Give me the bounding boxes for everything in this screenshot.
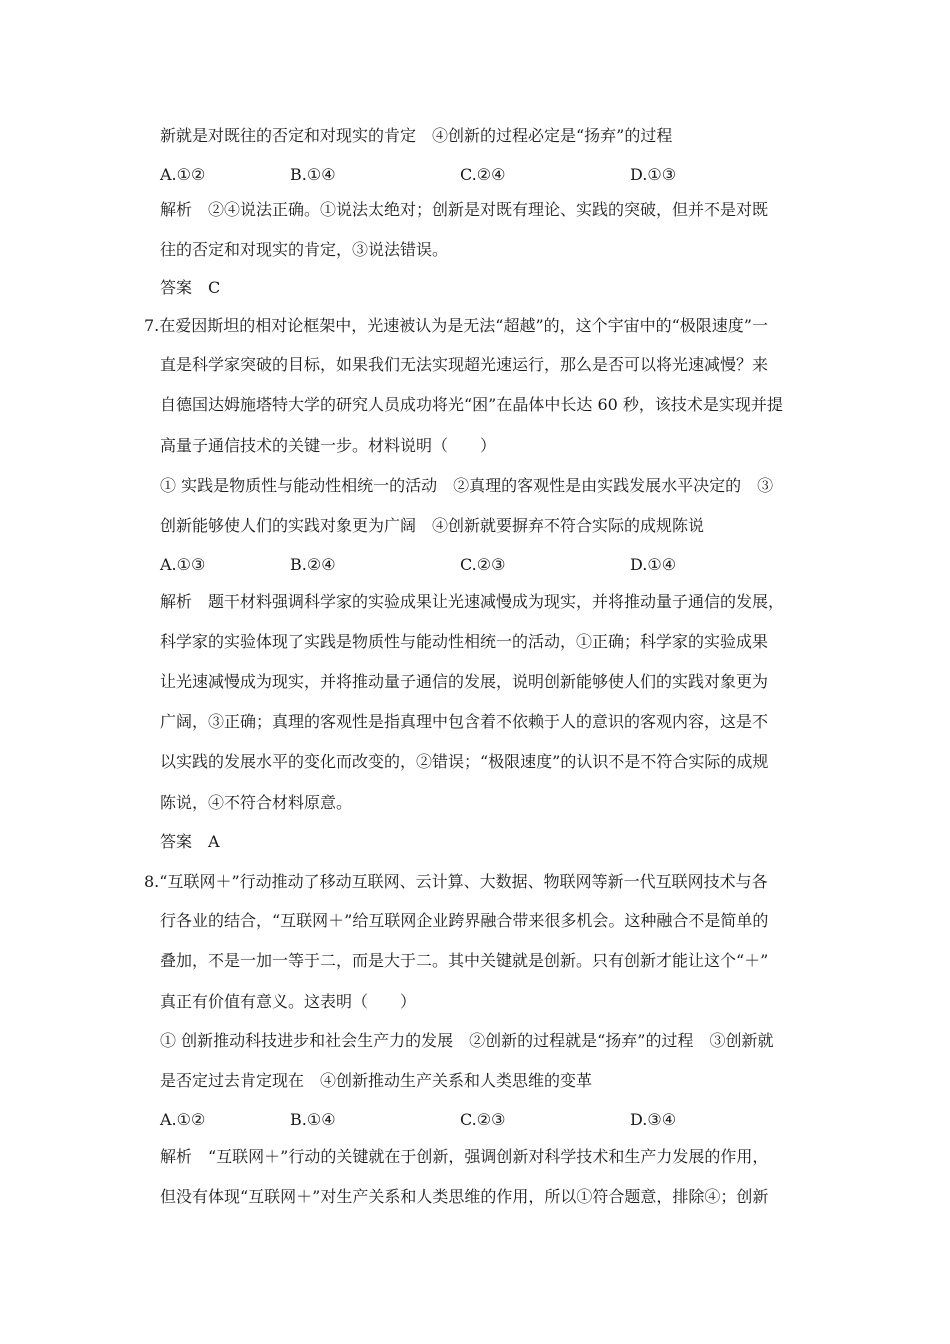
q8-option-d: D.③④ (630, 1110, 677, 1129)
q8-statement-line-2: 是否定过去肯定现在 ④创新推动生产关系和人类思维的变革 (160, 1071, 593, 1090)
q6-option-a: A.①② (160, 165, 206, 184)
q7-analysis-line-5: 以实践的发展水平的变化而改变的，②错误；“极限速度”的认识不是不符合实际的成规 (160, 752, 769, 771)
q7-analysis-line-6: 陈说，④不符合材料原意。 (160, 793, 353, 812)
q8-stem-line-3: 叠加，不是一加一等于二，而是大于二。其中关键就是创新。只有创新才能让这个“＋” (160, 951, 769, 970)
q7-statement-line-2: 创新能够使人们的实践对象更为广阔 ④创新就要摒弃不符合实际的成规陈说 (160, 516, 705, 535)
q8-option-c: C.②③ (460, 1110, 506, 1129)
q7-stem-line-3: 自德国达姆施塔特大学的研究人员成功将光“困”在晶体中长达 60 秒，该技术是实现并提 (160, 395, 783, 414)
q7-answer: 答案 A (160, 832, 220, 851)
q8-stem-line-1: 8.“互联网＋”行动推动了移动互联网、云计算、大数据、物联网等新一代互联网技术与各 (144, 872, 768, 891)
q7-option-c: C.②③ (460, 555, 506, 574)
q6-option-b: B.①④ (290, 165, 336, 184)
q7-analysis-line-3: 让光速减慢成为现实，并将推动量子通信的发展，说明创新能够使人们的实践对象更为 (160, 672, 769, 691)
q7-stem-line-4: 高量子通信技术的关键一步。材料说明（ ） (160, 436, 497, 455)
q8-stem-line-4: 真正有价值有意义。这表明（ ） (160, 992, 417, 1011)
q8-statement-line-1: ① 创新推动科技进步和社会生产力的发展 ②创新的过程就是“扬弃”的过程 ③创新就 (160, 1031, 774, 1050)
q8-stem-line-2: 行各业的结合，“互联网＋”给互联网企业跨界融合带来很多机会。这种融合不是简单的 (160, 911, 769, 930)
q6-option-c: C.②④ (460, 165, 506, 184)
q7-option-a: A.①③ (160, 555, 206, 574)
q6-option-d: D.①③ (630, 165, 677, 184)
q7-stem-line-1: 7.在爱因斯坦的相对论框架中，光速被认为是无法“超越”的，这个宇宙中的“极限速度”一 (144, 316, 768, 335)
q7-option-d: D.①④ (630, 555, 677, 574)
q7-stem-line-2: 直是科学家突破的目标，如果我们无法实现超光速运行，那么是否可以将光速减慢？来 (160, 355, 769, 374)
q7-option-b: B.②④ (290, 555, 336, 574)
q8-analysis-line-1: 解析 “互联网＋”行动的关键就在于创新，强调创新对科学技术和生产力发展的作用， (160, 1147, 769, 1166)
q7-analysis-line-4: 广阔，③正确；真理的客观性是指真理中包含着不依赖于人的意识的客观内容，这是不 (160, 712, 769, 731)
q7-statement-line-1: ① 实践是物质性与能动性相统一的活动 ②真理的客观性是由实践发展水平决定的 ③ (160, 476, 774, 495)
q8-analysis-line-2: 但没有体现“互联网＋”对生产关系和人类思维的作用，所以①符合题意，排除④；创新 (160, 1187, 769, 1206)
q6-continuation-line: 新就是对既往的否定和对现实的肯定 ④创新的过程必定是“扬弃”的过程 (160, 126, 673, 145)
q6-analysis-line-1: 解析 ②④说法正确。①说法太绝对；创新是对既有理论、实践的突破，但并不是对既 (160, 200, 769, 219)
q8-option-b: B.①④ (290, 1110, 336, 1129)
q7-analysis-line-2: 科学家的实验体现了实践是物质性与能动性相统一的活动，①正确；科学家的实验成果 (160, 632, 769, 651)
q6-answer: 答案 C (160, 278, 221, 297)
q7-analysis-line-1: 解析 题干材料强调科学家的实验成果让光速减慢成为现实，并将推动量子通信的发展， (160, 592, 785, 611)
q6-analysis-line-2: 往的否定和对现实的肯定，③说法错误。 (160, 240, 449, 259)
q8-option-a: A.①② (160, 1110, 206, 1129)
